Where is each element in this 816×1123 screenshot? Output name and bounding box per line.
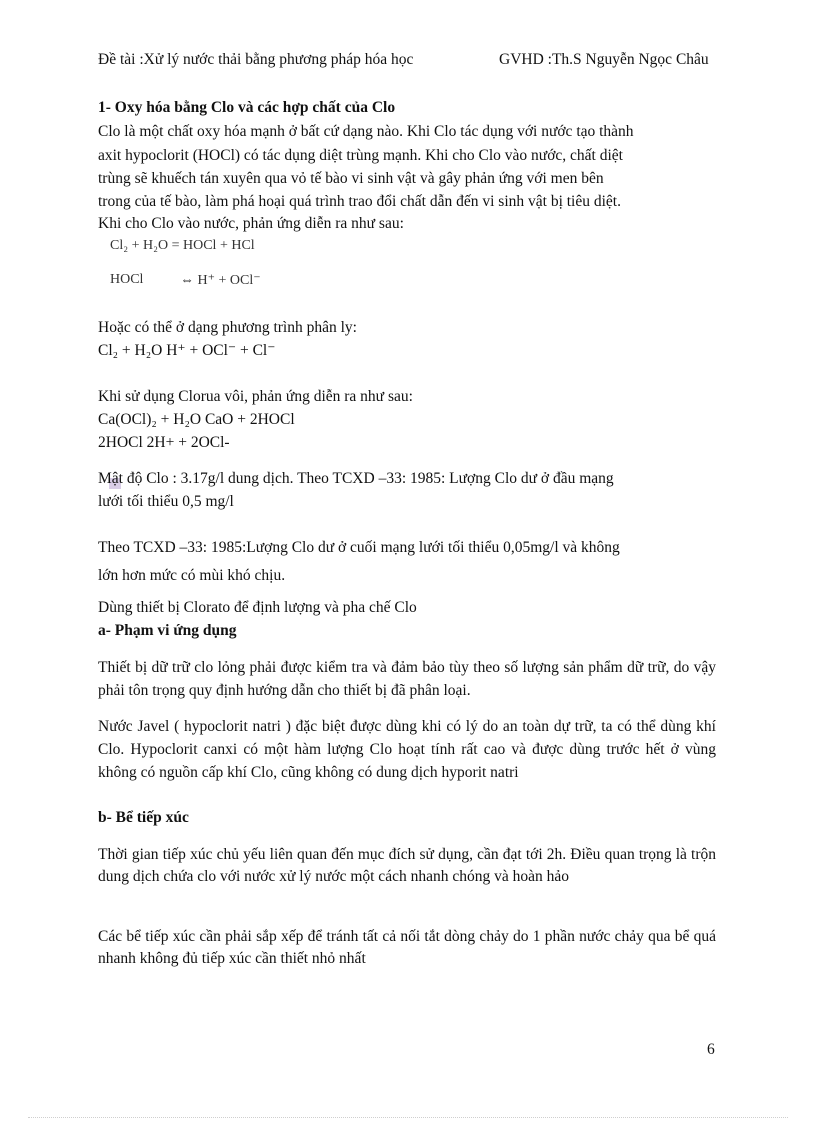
- body-line: Clo là một chất oxy hóa mạnh ở bất cứ dạng nào. Khi Clo tác dụng với nước tạo thành: [98, 123, 634, 140]
- body-line: axit hypoclorit (HOCl) có tác dụng diệt trùng mạnh. Khi cho Clo vào nước, chất diệt: [98, 147, 623, 164]
- body-line: trùng sẽ khuếch tán xuyên qua vỏ tế bào vi sinh vật và gây phản ứng với men bên: [98, 170, 604, 187]
- ionic-equation: Cl₂ + H₂O H⁺ + OCl⁻ + Cl⁻: [98, 342, 276, 359]
- body-line: Khi cho Clo vào nước, phản ứng diễn ra như sau:: [98, 215, 404, 232]
- page-number: 6: [707, 1041, 715, 1058]
- header-advisor: GVHD :Th.S Nguyễn Ngọc Châu: [499, 51, 709, 68]
- paragraph-b1: Thời gian tiếp xúc chủ yếu liên quan đến mục đích sử dụng, cần đạt tới 2h. Điều quan trọng là trộn dung dịch chứa clo với nước xử lý nước một cách nhanh chóng và hoàn hảo: [98, 846, 716, 885]
- subheading-a: a- Phạm vi ứng dụng: [98, 622, 237, 639]
- lime-equation-2: 2HOCl 2H+ + 2OCl-: [98, 434, 230, 451]
- paragraph-a2: Nước Javel ( hypoclorit natri ) đặc biệt được dùng khi có lý do an toàn dự trữ, ta có thể dùng khí Clo. Hypoclorit canxi có một hàm lượng Clo hoạt tính rất cao và được dùng trước hết ở vùng không có nguồn cấp khí Clo, cũng không có dung dịch hyporit natri: [98, 718, 716, 781]
- footer-divider: [28, 1117, 788, 1118]
- equation-chlorine-hydrolysis: Cl₂ + H₂O = HOCl + HCl: [110, 238, 255, 253]
- paragraph-a1: Thiết bị dữ trữ clo lỏng phải được kiểm tra và đảm bảo tùy theo số lượng sản phẩm dữ trữ, do vậy phải tôn trọng quy định hướng dẫn cho thiết bị đã phân loại.: [98, 659, 716, 699]
- header-topic: Đề tài :Xử lý nước thải bằng phương pháp hóa học: [98, 51, 414, 68]
- subheading-b: b- Bể tiếp xúc: [98, 809, 189, 826]
- paragraph-b2: Các bể tiếp xúc cần phải sắp xếp để tránh tất cả nối tắt dòng chảy do 1 phần nước chảy qua bể quá nhanh không đủ tiếp xúc cần thiết nhỏ nhất: [98, 928, 716, 967]
- density-line-1: Mật độ Clo : 3.17g/l dung dịch. Theo TCXD –33: 1985: Lượng Clo dư ở đầu mạng: [98, 470, 614, 487]
- ionic-intro: Hoặc có thể ở dạng phương trình phân ly:: [98, 319, 357, 336]
- residual-line-2: lớn hơn mức có mùi khó chịu.: [98, 567, 286, 584]
- section-heading: 1- Oxy hóa bằng Clo và các hợp chất của Clo: [98, 99, 396, 116]
- body-line: trong của tế bào, làm phá hoại quá trình trao đổi chất dẫn đến vi sinh vật bị tiêu diệt.: [98, 193, 621, 210]
- lime-equation-1: Ca(OCl)₂ + H₂O CaO + 2HOCl: [98, 411, 295, 428]
- equation-dissociation: ⇔ H⁺ + OCl⁻: [180, 273, 261, 288]
- equation-hypochlorous-label: HOCl: [110, 272, 144, 287]
- clorato-line: Dùng thiết bị Clorato để định lượng và pha chế Clo: [98, 599, 417, 616]
- density-line-2: lưới tối thiểu 0,5 mg/l: [98, 493, 234, 510]
- lime-intro: Khi sử dụng Clorua vôi, phản ứng diễn ra như sau:: [98, 388, 413, 405]
- residual-line-1: Theo TCXD –33: 1985:Lượng Clo dư ở cuối mạng lưới tối thiểu 0,05mg/l và không: [98, 539, 620, 556]
